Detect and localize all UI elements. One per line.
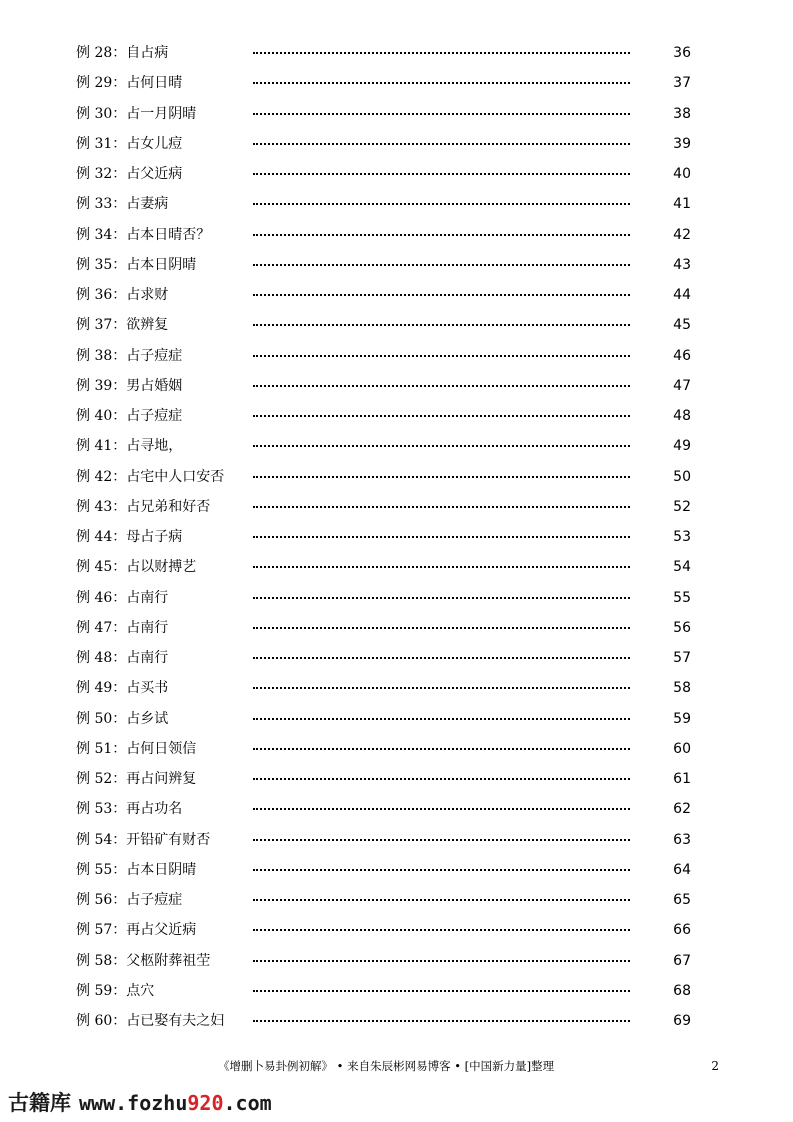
- toc-dot-leader: [253, 324, 630, 326]
- toc-dot-leader: [253, 113, 630, 115]
- toc-dot-leader: [253, 476, 630, 478]
- toc-dot-leader: [253, 808, 630, 810]
- toc-entry[interactable]: [0, 522, 793, 552]
- toc-entry-title: 例 45：占以财搏艺: [76, 559, 197, 576]
- toc-entry[interactable]: [0, 915, 793, 945]
- toc-dot-leader: [253, 748, 630, 750]
- toc-entry[interactable]: [0, 189, 793, 219]
- toc-entry[interactable]: [0, 885, 793, 915]
- toc-entry-title: 例 40：占子痘症: [76, 408, 183, 424]
- toc-entry[interactable]: [0, 220, 793, 250]
- toc-entry-page-number: 40: [673, 166, 691, 182]
- toc-entry-title: 例 48：占南行: [76, 650, 169, 666]
- toc-entry-page-number: 52: [673, 498, 691, 515]
- toc-entry-page-number: 48: [673, 408, 691, 424]
- toc-entry-page-number: 58: [673, 680, 691, 697]
- toc-entry-page-number: 60: [673, 740, 691, 757]
- toc-entry[interactable]: [0, 583, 793, 613]
- toc-entry-title: 例 33：占妻病: [76, 196, 169, 213]
- toc-entry-title: 例 53：再占功名: [76, 801, 183, 818]
- toc-dot-leader: [253, 778, 630, 780]
- toc-entry-title: 例 29：占何日晴: [76, 75, 183, 92]
- toc-entry-title: 例 43：占兄弟和好否: [76, 498, 211, 515]
- watermark-url-number: 920: [187, 1091, 224, 1115]
- toc-entry[interactable]: [0, 764, 793, 794]
- toc-dot-leader: [253, 143, 630, 145]
- toc-dot-leader: [253, 203, 630, 205]
- toc-entry-title: 例 44：母占子病: [76, 529, 183, 545]
- toc-entry[interactable]: [0, 704, 793, 734]
- toc-entry-page-number: 45: [673, 317, 691, 334]
- toc-dot-leader: [253, 264, 630, 266]
- toc-dot-leader: [253, 627, 630, 629]
- toc-entry-title: 例 47：占南行: [76, 619, 169, 636]
- toc-entry[interactable]: [0, 310, 793, 340]
- toc-entry-title: 例 28：自占病: [76, 45, 169, 61]
- toc-entry-title: 例 38：占子痘症: [76, 347, 183, 364]
- toc-entry-page-number: 59: [673, 710, 691, 727]
- toc-dot-leader: [253, 234, 630, 236]
- toc-entry-title: 例 60：占已娶有夫之妇: [76, 1013, 225, 1029]
- toc-dot-leader: [253, 415, 630, 417]
- toc-entry[interactable]: [0, 250, 793, 280]
- toc-entry-title: 例 35：占本日阴晴: [76, 256, 197, 273]
- toc-dot-leader: [253, 445, 630, 447]
- toc-entry-page-number: 36: [673, 45, 691, 61]
- toc-entry[interactable]: [0, 371, 793, 401]
- watermark-site-name: 古籍库: [8, 1091, 71, 1115]
- toc-entry[interactable]: [0, 673, 793, 703]
- watermark-url-suffix: .com: [223, 1091, 272, 1115]
- toc-entry-page-number: 69: [673, 1013, 691, 1029]
- toc-entry-title: 例 41：占寻地，: [76, 438, 183, 455]
- toc-entry[interactable]: [0, 794, 793, 824]
- page-footer: [0, 1058, 793, 1076]
- toc-entry-page-number: 61: [673, 771, 691, 787]
- toc-dot-leader: [253, 597, 630, 599]
- toc-entry[interactable]: [0, 462, 793, 492]
- toc-dot-leader: [253, 899, 630, 901]
- toc-entry-page-number: 46: [673, 347, 691, 364]
- toc-dot-leader: [253, 1020, 630, 1022]
- toc-entry-title: 例 55：占本日阴晴: [76, 861, 197, 878]
- toc-entry-page-number: 42: [673, 226, 691, 243]
- toc-entry[interactable]: [0, 431, 793, 461]
- toc-dot-leader: [253, 869, 630, 871]
- toc-entry-title: 例 39：男占婚姻: [76, 377, 183, 394]
- toc-entry-title: 例 58：父柩附葬祖茔: [76, 952, 211, 969]
- toc-entry-title: 例 30：占一月阴晴: [76, 105, 197, 122]
- toc-entry-title: 例 31：占女儿痘: [76, 135, 183, 152]
- toc-entry-page-number: 47: [673, 377, 691, 394]
- toc-entry[interactable]: [0, 613, 793, 643]
- toc-entry-page-number: 53: [673, 529, 691, 545]
- toc-dot-leader: [253, 506, 630, 508]
- toc-entry[interactable]: [0, 946, 793, 976]
- toc-entry[interactable]: [0, 855, 793, 885]
- toc-entry-page-number: 64: [673, 861, 691, 878]
- toc-entry-title: 例 57：再占父近病: [76, 922, 197, 939]
- toc-dot-leader: [253, 718, 630, 720]
- toc-entry-page-number: 50: [673, 468, 691, 485]
- toc-entry[interactable]: [0, 280, 793, 310]
- toc-entry[interactable]: [0, 976, 793, 1006]
- toc-entry[interactable]: [0, 1006, 793, 1036]
- toc-dot-leader: [253, 657, 630, 659]
- toc-entry-page-number: 67: [673, 952, 691, 969]
- table-of-contents: [0, 38, 793, 1036]
- toc-entry[interactable]: [0, 341, 793, 371]
- toc-entry-page-number: 55: [673, 589, 691, 606]
- toc-entry-page-number: 62: [673, 801, 691, 818]
- toc-entry-title: 例 54：开铅矿有财否: [76, 831, 211, 848]
- toc-entry[interactable]: [0, 38, 793, 68]
- toc-entry[interactable]: [0, 99, 793, 129]
- toc-dot-leader: [253, 536, 630, 538]
- toc-entry-title: 例 49：占买书: [76, 680, 169, 697]
- toc-entry-title: 例 42：占宅中人口安否: [76, 468, 225, 485]
- toc-entry[interactable]: [0, 68, 793, 98]
- toc-entry-page-number: 63: [673, 831, 691, 848]
- toc-entry[interactable]: [0, 552, 793, 582]
- toc-entry-title: 例 46：占南行: [76, 589, 169, 606]
- toc-dot-leader: [253, 839, 630, 841]
- toc-dot-leader: [253, 990, 630, 992]
- toc-dot-leader: [253, 385, 630, 387]
- toc-entry[interactable]: [0, 643, 793, 673]
- toc-dot-leader: [253, 82, 630, 84]
- toc-entry-page-number: 41: [673, 196, 691, 213]
- watermark-url[interactable]: [79, 1091, 272, 1115]
- toc-entry-page-number: 54: [673, 559, 691, 576]
- toc-entry[interactable]: [0, 401, 793, 431]
- watermark-url-prefix: www.fozhu: [79, 1091, 188, 1115]
- toc-entry[interactable]: [0, 159, 793, 189]
- toc-dot-leader: [253, 355, 630, 357]
- toc-entry-title: 例 50：占乡试: [76, 710, 169, 727]
- toc-entry[interactable]: [0, 734, 793, 764]
- toc-entry-title: 例 51：占何日领信: [76, 740, 197, 757]
- toc-entry-title: 例 56：占子痘症: [76, 892, 183, 908]
- footer-text: 《增删卜易卦例初解》 • 来自朱辰彬网易博客 • [中国新力量]整理: [218, 1059, 555, 1073]
- toc-entry-page-number: 37: [673, 75, 691, 92]
- toc-entry[interactable]: [0, 825, 793, 855]
- toc-entry-page-number: 68: [673, 982, 691, 999]
- toc-dot-leader: [253, 294, 630, 296]
- toc-dot-leader: [253, 52, 630, 54]
- toc-entry-page-number: 66: [673, 922, 691, 939]
- toc-entry-page-number: 39: [673, 135, 691, 152]
- toc-entry-page-number: 65: [673, 892, 691, 908]
- toc-entry-title: 例 32：占父近病: [76, 166, 183, 182]
- page-number: 2: [711, 1059, 719, 1073]
- toc-entry-title: 例 59：点穴: [76, 982, 155, 999]
- toc-entry-title: 例 34：占本日晴否？: [76, 226, 211, 243]
- toc-entry-page-number: 44: [673, 287, 691, 303]
- toc-entry-title: 例 52：再占问辨复: [76, 771, 197, 787]
- toc-entry-page-number: 56: [673, 619, 691, 636]
- site-watermark: [8, 1088, 272, 1118]
- toc-dot-leader: [253, 687, 630, 689]
- toc-entry-page-number: 57: [673, 650, 691, 666]
- toc-entry-page-number: 49: [673, 438, 691, 455]
- toc-entry[interactable]: [0, 129, 793, 159]
- toc-entry-page-number: 38: [673, 105, 691, 122]
- toc-entry-title: 例 36：占求财: [76, 287, 169, 303]
- toc-dot-leader: [253, 929, 630, 931]
- toc-entry-page-number: 43: [673, 256, 691, 273]
- toc-entry[interactable]: [0, 492, 793, 522]
- toc-dot-leader: [253, 960, 630, 962]
- toc-entry-title: 例 37：欲辨复: [76, 317, 169, 334]
- toc-dot-leader: [253, 566, 630, 568]
- toc-dot-leader: [253, 173, 630, 175]
